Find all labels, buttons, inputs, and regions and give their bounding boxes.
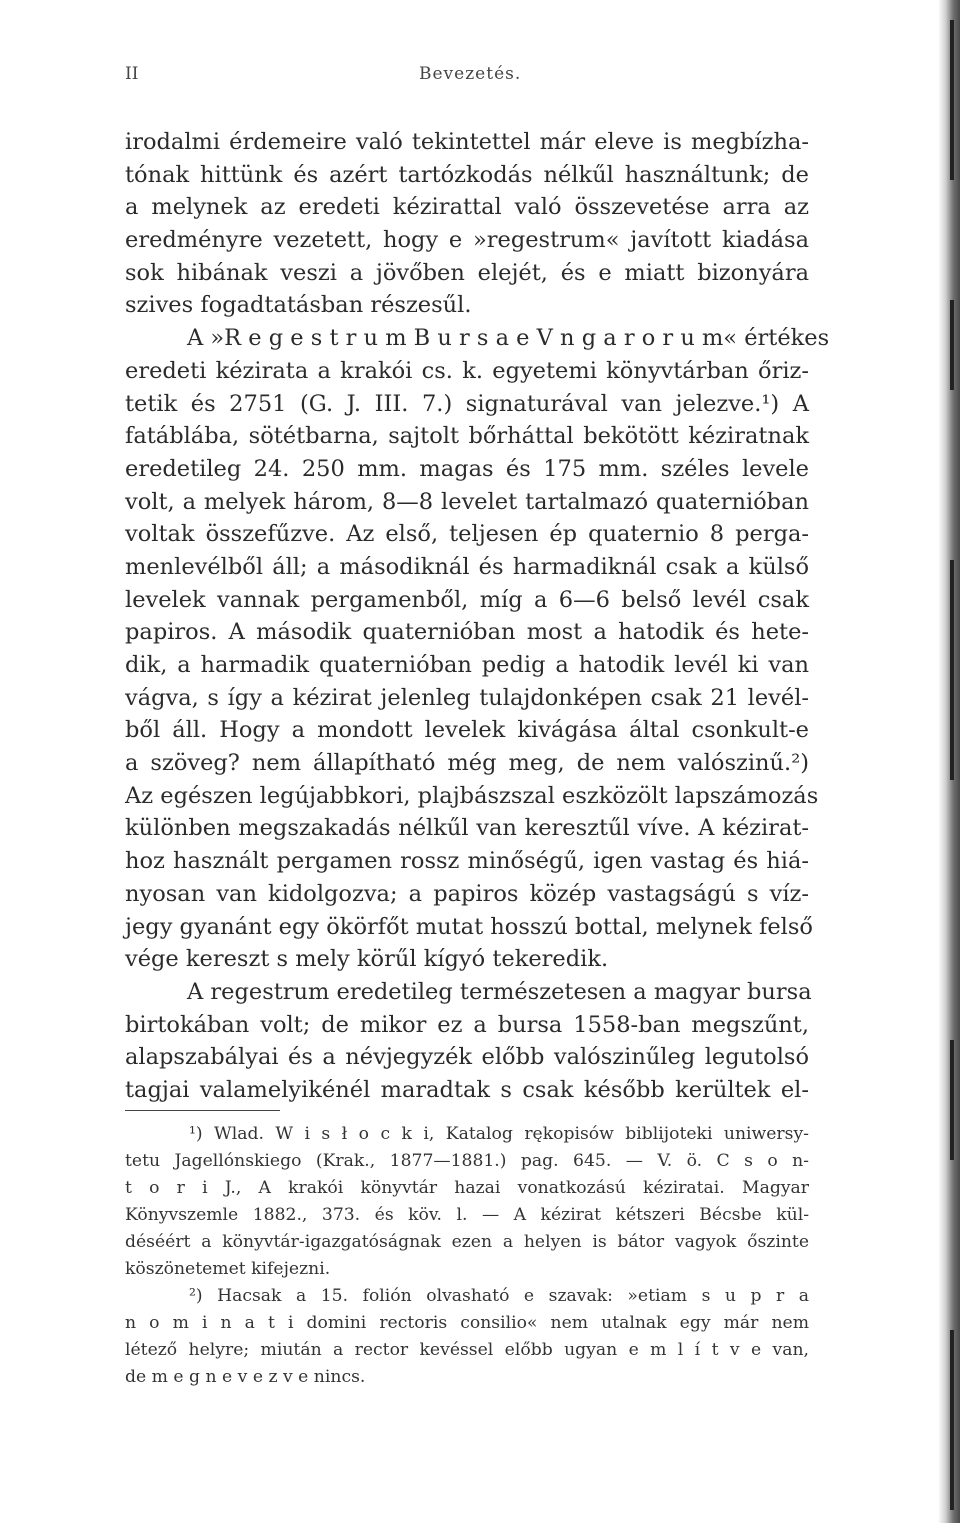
text-line: nyosan van kidolgozva; a papiros közép vastagságú s víz- — [125, 880, 809, 907]
text-line: dik, a harmadik quaternióban pedig a hatodik levél ki van — [125, 652, 809, 678]
text-line: a szöveg? nem állapítható még meg, de nem valószinű.²) — [125, 750, 809, 777]
text-line: jegy gyanánt egy ökörfőt mutat hosszú bottal, melynek felső — [125, 913, 813, 940]
footnote-line: Könyvszemle 1882., 373. és köv. l. — A kézirat kétszeri Bécsbe kül- — [125, 1205, 809, 1225]
text-line: ből áll. Hogy a mondott levelek kivágása által csonkult-e — [125, 717, 809, 744]
text-line: tónak hittünk és azért tartózkodás nélkűl használtunk; de — [125, 161, 809, 188]
text-line: vége kereszt s mely körűl kígyó tekeredik. — [125, 946, 609, 973]
footnotes — [125, 1121, 809, 1391]
text-line: eredetileg 24. 250 mm. magas és 175 mm. széles levele — [125, 455, 809, 482]
footnote-line: de m e g n e v e z v e nincs. — [125, 1367, 366, 1387]
text-line: tagjai valamelyikénél maradtak s csak később kerültek el- — [125, 1076, 809, 1103]
text-line: szives fogadtatásban részesűl. — [125, 292, 472, 319]
text-line: irodalmi érdemeire való tekintettel már eleve is megbízha- — [125, 129, 809, 155]
footnote-rule — [125, 1110, 280, 1111]
footnote-line: déséért a könyvtár-igazgatóságnak ezen a helyen is bátor vagyok őszinte — [125, 1232, 809, 1252]
page-header — [125, 64, 805, 88]
text-line: különben megszakadás nélkűl van keresztűl víve. A kézirat- — [125, 815, 809, 842]
text-line: levelek vannak pergamenből, míg a 6—6 belső levél csak — [125, 586, 809, 613]
text-line: menlevélből áll; a másodiknál és harmadiknál csak a külső — [125, 553, 809, 580]
text-line: voltak összefűzve. Az első, teljesen ép quaternio 8 perga- — [125, 521, 809, 548]
footnote-line: t o r i J., A krakói könyvtár hazai vonatkozású kéziratai. Magyar — [125, 1178, 809, 1198]
text-line: hoz használt pergamen rossz minőségű, igen vastag és hiá- — [125, 848, 809, 875]
running-title: Bevezetés. — [419, 64, 522, 84]
edge-streak — [950, 560, 954, 780]
edge-streak — [950, 20, 954, 180]
footnote-line: köszönetemet kifejezni. — [125, 1259, 331, 1279]
main-text — [125, 126, 830, 1107]
footnote-line: létező helyre; miután a rector kevéssel előbb ugyan e m l í t v e van, — [125, 1340, 809, 1360]
text-line: papiros. A második quaternióban most a hatodik és hete- — [125, 619, 809, 646]
edge-streak — [950, 1330, 954, 1510]
footnote-line: ²) Hacsak a 15. folión olvasható e szavak: »etiam s u p r a — [189, 1286, 809, 1306]
text-line: fatáblába, sötétbarna, sajtolt bőrháttal bekötött kéziratnak — [125, 423, 809, 450]
text-line: A regestrum eredetileg természetesen a magyar bursa — [187, 978, 812, 1005]
footnote-line: n o m i n a t i domini rectoris consilio« nem utalnak egy már nem — [125, 1313, 809, 1333]
text-line: vágva, s így a kézirat jelenleg tulajdonképen csak 21 levél- — [125, 684, 809, 711]
edge-streak — [950, 1040, 954, 1160]
text-line: Az egészen legújabbkori, plajbászszal eszközölt lapszámozás — [125, 782, 819, 809]
footnote-line: ¹) Wlad. W i s ł o c k i, Katalog rękopisów biblijoteki uniwersy- — [189, 1124, 809, 1144]
footnote-line: tetu Jagellónskiego (Krak., 1877—1881.) pag. 645. — V. ö. C s o n- — [125, 1151, 809, 1171]
page-edge-shadow — [938, 0, 960, 1523]
text-line: volt, a melyek három, 8—8 levelet tartalmazó quaternióban — [125, 488, 809, 515]
text-line: birtokában volt; de mikor ez a bursa 1558-ban megszűnt, — [125, 1011, 809, 1038]
text-line: a melynek az eredeti kézirattal való összevetése arra az — [125, 194, 809, 221]
text-line: eredményre vezetett, hogy e »regestrum« javított kiadása — [125, 227, 809, 254]
text-line: sok hibának veszi a jövőben elejét, és e miatt bizonyára — [125, 259, 809, 286]
text-line: alapszabályai és a névjegyzék előbb valószinűleg legutolsó — [125, 1044, 809, 1071]
text-line: eredeti kézirata a krakói cs. k. egyetemi könyvtárban őriz- — [125, 357, 809, 384]
text-line: tetik és 2751 (G. J. III. 7.) signaturával van jelezve.¹) A — [125, 390, 809, 417]
text-line: A »R e g e s t r u m B u r s a e V n g a r o r u m« értékes — [187, 325, 830, 352]
page-number: II — [125, 64, 139, 84]
edge-streak — [950, 300, 954, 390]
